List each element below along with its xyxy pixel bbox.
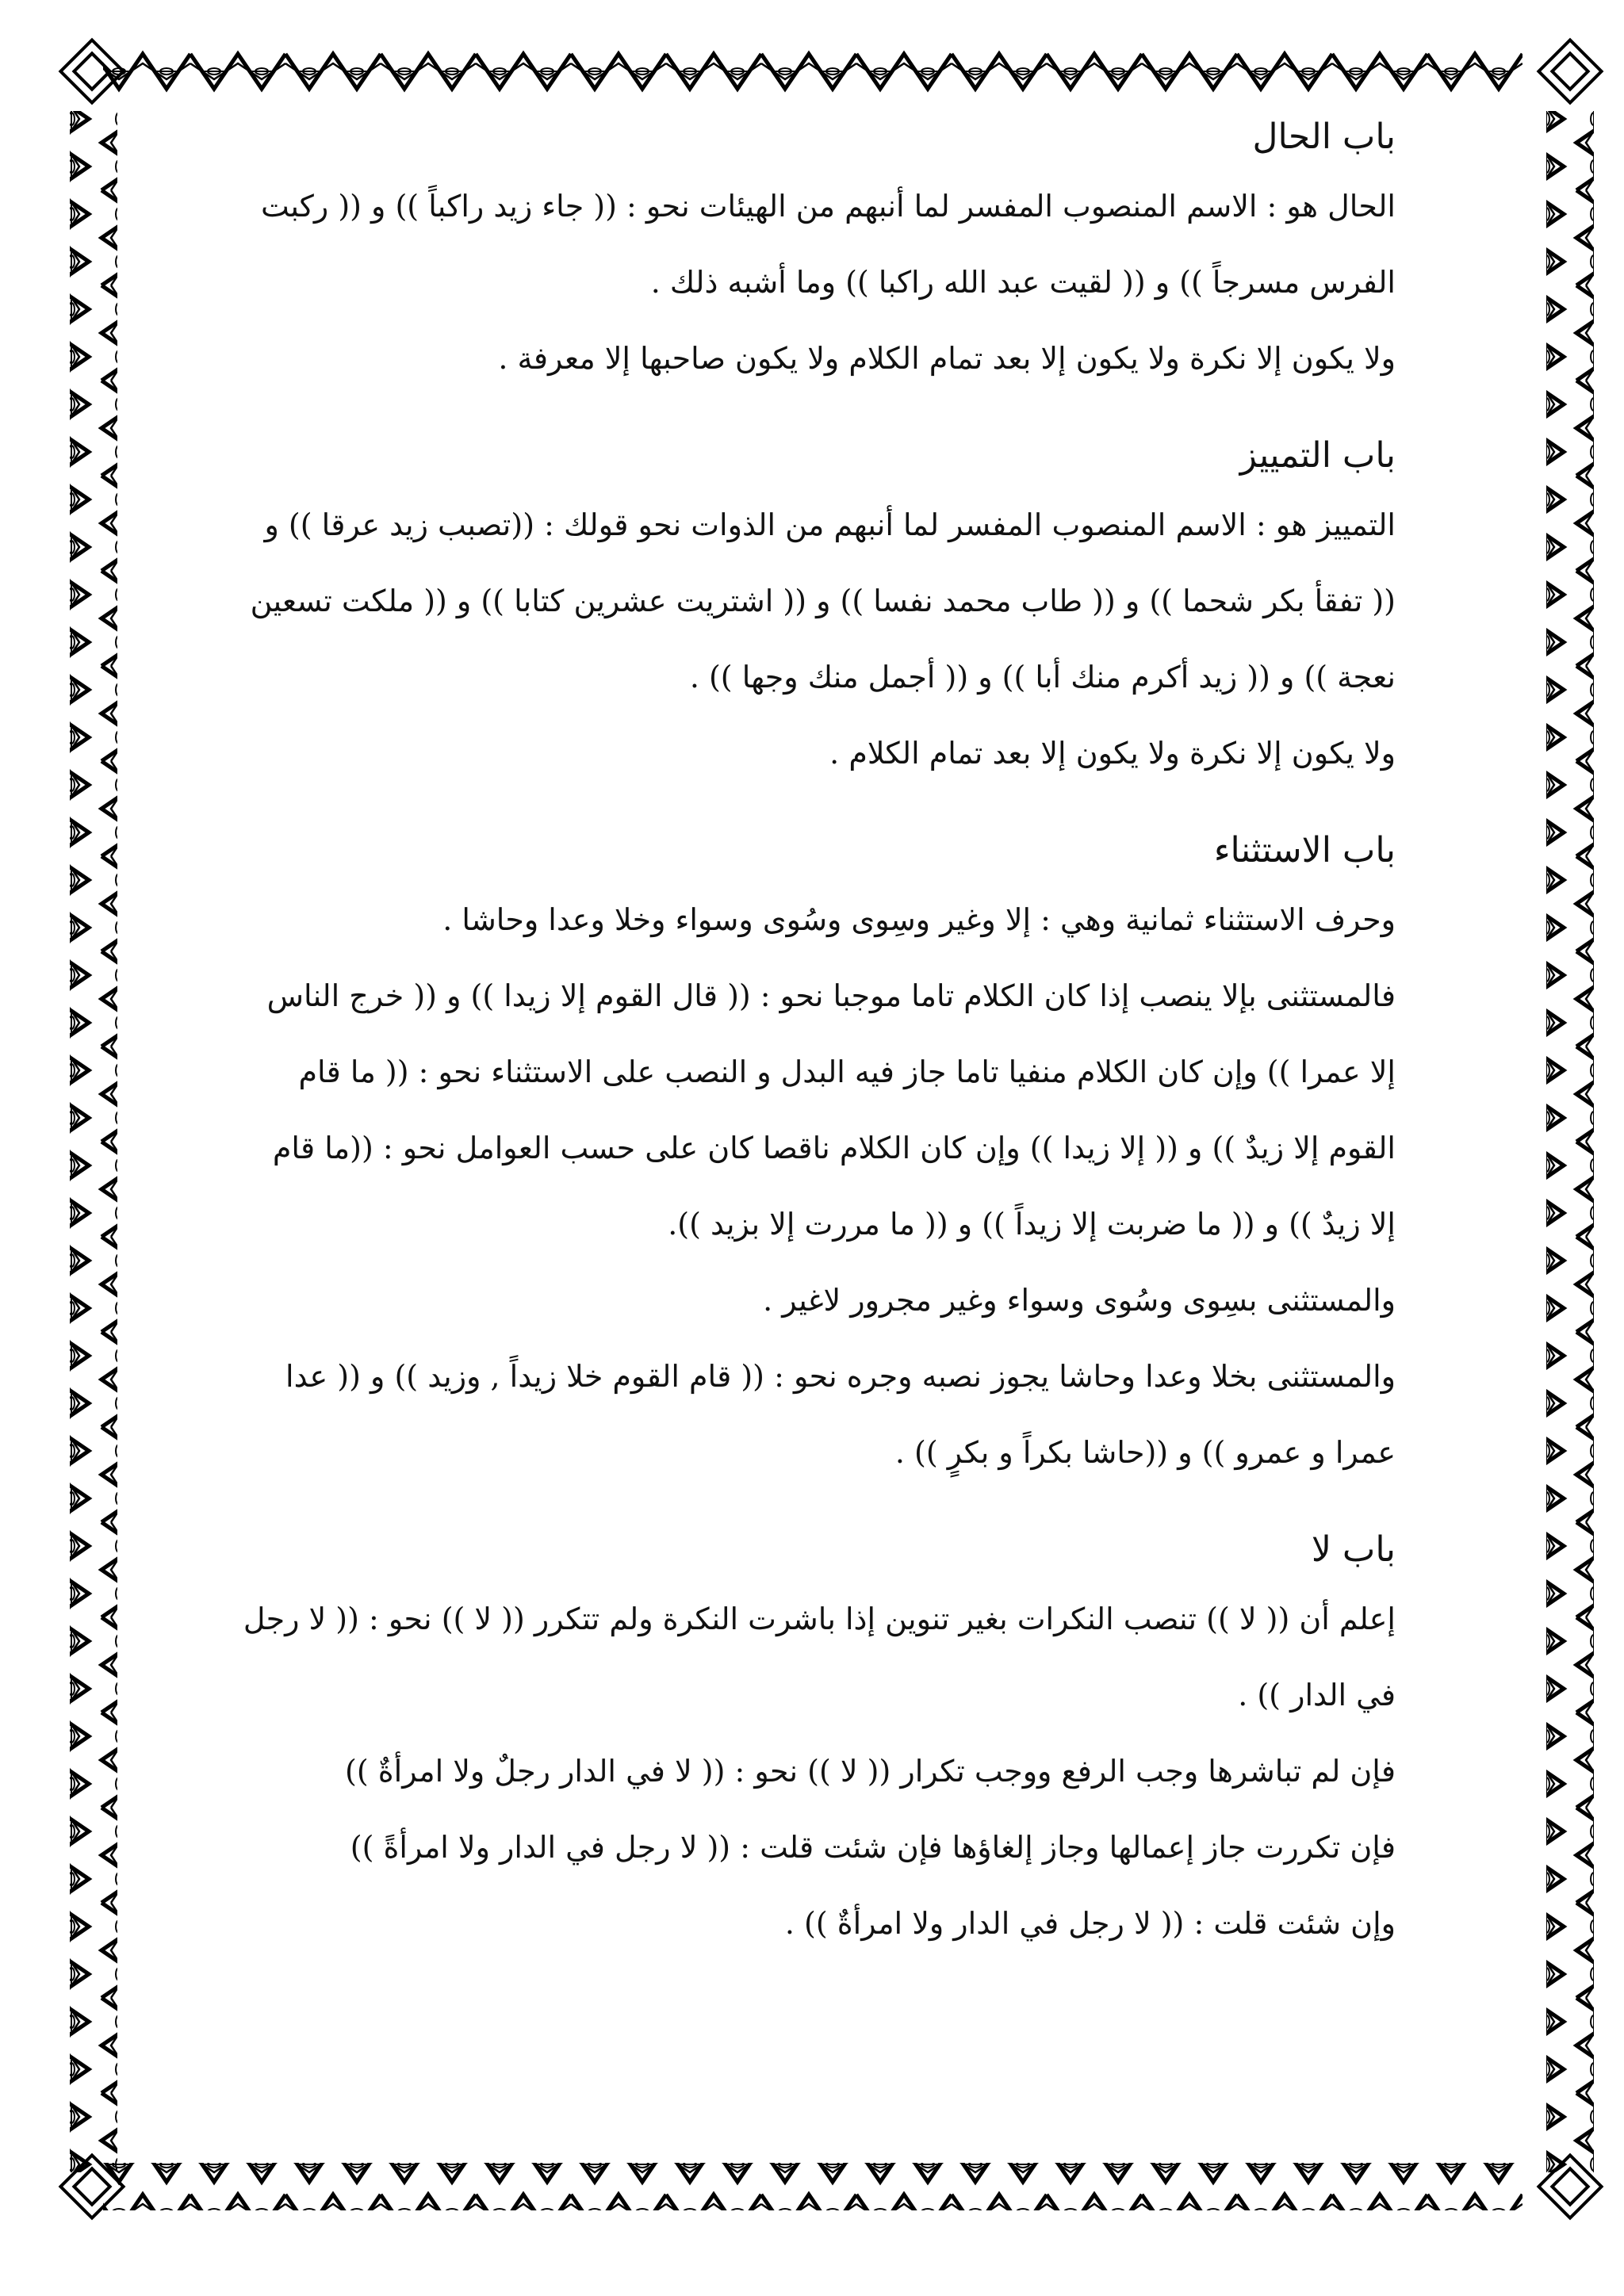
- border-left: [70, 111, 117, 2172]
- paragraph: فالمستثنى بإلا ينصب إذا كان الكلام تاما موجبا نحو : (( قال القوم إلا زيدا )) و (( خرج الناس إلا عمرا )) وإن كان الكلام منفيا تاما جاز فيه البدل و النصب على الاستثناء نحو : (( ما قام القوم إلا زيدٌ )) و (( إلا زيدا )) وإن كان الكلام ناقصا كان على حسب العوامل نحو : ((ما قام إلا زيدٌ )) و (( ما ضربت إلا زيداً )) و (( ما مررت إلا بزيد )).: [266, 978, 1396, 1242]
- paragraph: وحرف الاستثناء ثمانية وهي : إلا وغير وسِوى وسُوى وسواء وخلا وعدا وحاشا .: [442, 902, 1396, 937]
- paragraph: إعلم أن (( لا )) تنصب النكرات بغير تنوين إذا باشرت النكرة ولم تتكرر (( لا )) نحو : (( لا رجل في الدار )) .: [243, 1601, 1396, 1712]
- paragraph: ولا يكون إلا نكرة ولا يكون إلا بعد تمام الكلام ولا يكون صاحبها إلا معرفة .: [498, 341, 1396, 376]
- page-text: [238, 111, 1396, 1961]
- border-bottom: [103, 2163, 1522, 2210]
- section-istithna: [238, 825, 1396, 1490]
- section-title: باب التمييز: [1239, 435, 1396, 476]
- section-tamyiz: [238, 430, 1396, 791]
- paragraph: فإن تكررت جاز إعمالها وجاز إلغاؤها فإن شئت قلت : (( لا رجل في الدار ولا امرأةً )): [350, 1830, 1396, 1865]
- border-right: [1546, 111, 1594, 2172]
- paragraph: فإن لم تباشرها وجب الرفع ووجب تكرار (( لا )) نحو : (( لا في الدار رجلٌ ولا امرأةٌ )): [345, 1754, 1396, 1789]
- section-title: باب لا: [1311, 1529, 1396, 1570]
- paragraph: والمستثنى بخلا وعدا وحاشا يجوز نصبه وجره نحو : (( قام القوم خلا زيداً , وزيد )) و (( عدا عمرا و عمرو )) و ((حاشا بكراً و بكرٍ )) .: [285, 1359, 1396, 1470]
- paragraph: والمستثنى بسِوى وسُوى وسواء وغير مجرور لاغير .: [763, 1283, 1396, 1318]
- border-top: [103, 49, 1522, 97]
- paragraph: ولا يكون إلا نكرة ولا يكون إلا بعد تمام الكلام .: [829, 736, 1396, 771]
- paragraph: التمييز هو : الاسم المنصوب المفسر لما أنبهم من الذوات نحو قولك : ((تصبب زيد عرقا )) و (( تفقأ بكر شحما )) و (( طاب محمد نفسا )) و (( اشتريت عشرين كتابا )) و (( ملكت تسعين نعجة )) و (( زيد أكرم منك أبا )) و (( أجمل منك وجها )) .: [250, 507, 1396, 695]
- section-hal: [238, 111, 1396, 396]
- paragraph: وإن شئت قلت : (( لا رجل في الدار ولا امرأةٌ )) .: [784, 1906, 1396, 1941]
- section-title: باب الحال: [1252, 117, 1396, 157]
- corner-ornament-top-right: [1538, 40, 1601, 102]
- section-la: [238, 1524, 1396, 1961]
- section-title: باب الاستثناء: [1213, 830, 1396, 871]
- paragraph: الحال هو : الاسم المنصوب المفسر لما أنبهم من الهيئات نحو : (( جاء زيد راكباً )) و (( ركبت الفرس مسرجاً )) و (( لقيت عبد الله راكبا )) وما أشبه ذلك .: [261, 189, 1396, 300]
